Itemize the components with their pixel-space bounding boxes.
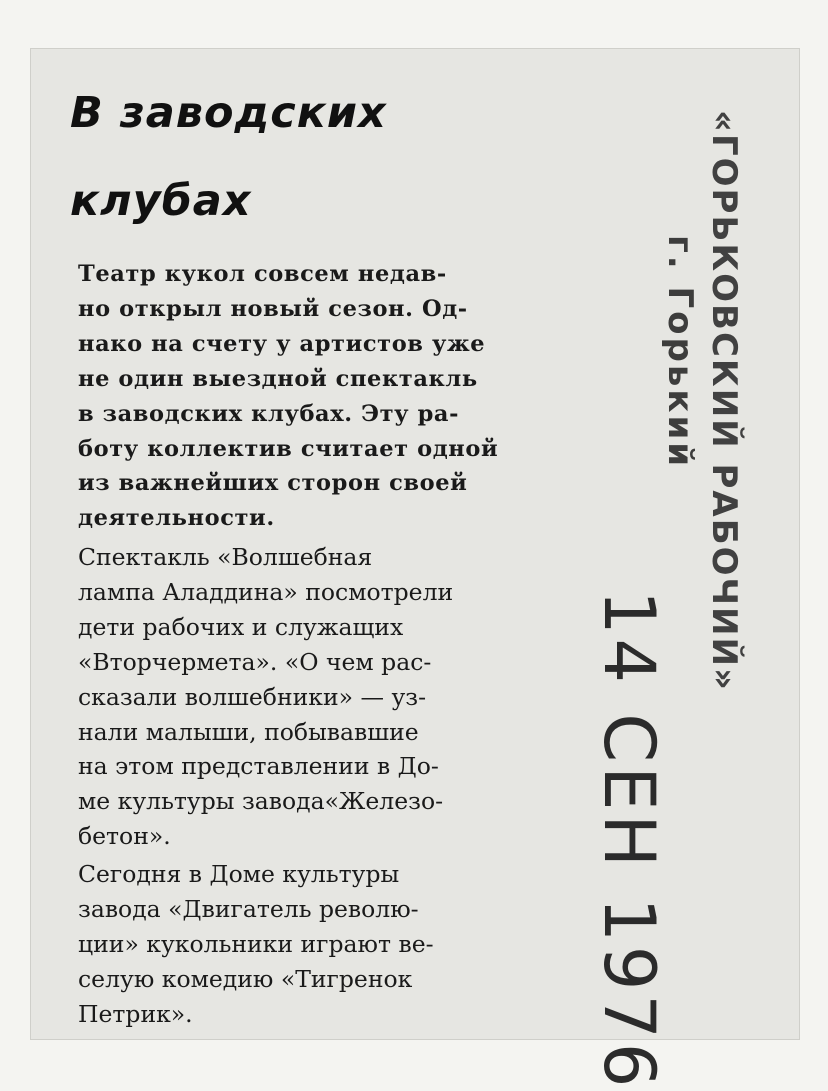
paragraph-1 — [78, 257, 580, 536]
text-line: на этом представлении в До- — [78, 752, 439, 781]
publication-stamp: «ГОРЬКОВСКИЙ РАБОЧИЙ» — [704, 110, 744, 692]
text-line: сказали волшебники» — уз- — [78, 682, 427, 711]
text-line: «Вторчермета». «О чем рас- — [78, 647, 432, 676]
text-line: деятельности. — [78, 505, 275, 532]
headline-line-2: клубах — [70, 176, 252, 226]
text-line: дети рабочих и служащих — [78, 612, 404, 641]
headline-line-1: В заводских — [70, 88, 387, 138]
text-line: лампа Аладдина» посмотрели — [78, 577, 454, 606]
text-line: нако на счету у артистов уже — [78, 330, 486, 357]
text-line: ме культуры завода«Железо- — [78, 787, 444, 816]
text-line: селую комедию «Тигренок — [78, 964, 413, 993]
paragraph-2 — [78, 540, 580, 854]
text-line: в заводских клубах. Эту ра- — [78, 400, 460, 427]
date-stamp: 14 СЕН 1976 — [588, 590, 670, 1091]
paragraph-3 — [78, 857, 580, 1032]
text-line: Петрик». — [78, 999, 193, 1028]
text-line: Сегодня в Доме культуры — [78, 860, 400, 888]
text-line: завода «Двигатель револю- — [78, 894, 419, 923]
city-stamp: г. Горький — [660, 235, 700, 470]
text-line: не один выездной спектакль — [78, 365, 478, 392]
text-line: Спектакль «Волшебная — [78, 543, 373, 571]
text-line: нали малыши, побывавшие — [78, 717, 419, 746]
text-line: Театр кукол совсем недав- — [78, 261, 447, 287]
text-line: ции» кукольники играют ве- — [78, 929, 434, 958]
text-line: из важнейших сторон своей — [78, 470, 468, 497]
text-line: бетон». — [78, 822, 171, 851]
text-line: боту коллектив считает одной — [78, 435, 499, 462]
text-line: но открыл новый сезон. Од- — [78, 295, 468, 322]
